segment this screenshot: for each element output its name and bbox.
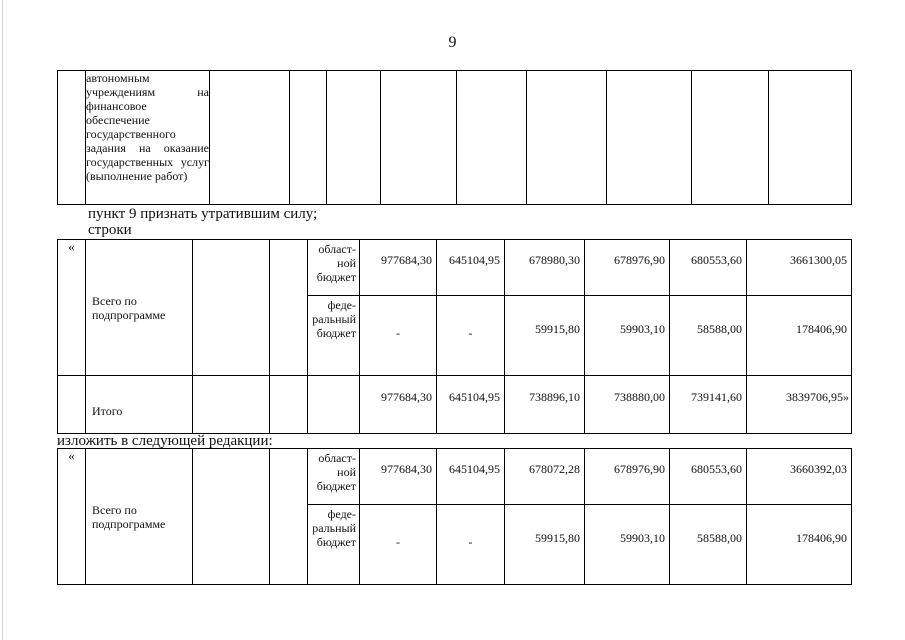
- total-label: Итого: [86, 376, 193, 434]
- budget-source: феде-ральный бюджет: [308, 296, 360, 376]
- value-cell: 178406,90: [747, 296, 852, 376]
- row-label: Всего по подпрограмме: [86, 240, 193, 376]
- value-cell: 645104,95: [437, 449, 505, 505]
- value-cell: 645104,95: [437, 240, 505, 296]
- total-value-cell: 738896,10: [505, 376, 585, 434]
- budget-table-new: [57, 448, 852, 585]
- instruction-line: строки: [88, 222, 132, 238]
- value-cell: 678976,90: [585, 240, 670, 296]
- total-value-cell: 739141,60: [670, 376, 747, 434]
- value-cell: -: [360, 505, 437, 585]
- budget-table-continuation: [57, 70, 852, 205]
- table-cell: [193, 240, 270, 376]
- table-cell: [193, 376, 270, 434]
- table-cell: [270, 449, 308, 585]
- open-quote: «: [58, 449, 86, 585]
- value-cell: 680553,60: [670, 449, 747, 505]
- table-cell: [327, 71, 381, 205]
- total-value-cell: 645104,95: [437, 376, 505, 434]
- table-cell: [527, 71, 607, 205]
- value-cell: 59903,10: [585, 296, 670, 376]
- table-cell: [270, 376, 308, 434]
- table-cell: [308, 376, 360, 434]
- table-row: [58, 449, 852, 505]
- table-cell: [692, 71, 769, 205]
- value-cell: 678980,30: [505, 240, 585, 296]
- total-value-cell: 738880,00: [585, 376, 670, 434]
- table-cell: [457, 71, 527, 205]
- table-row: [58, 71, 852, 205]
- value-cell: 58588,00: [670, 296, 747, 376]
- instruction-line: пункт 9 признать утратившим силу;: [88, 206, 318, 222]
- table-cell: [210, 71, 290, 205]
- table-cell: [381, 71, 457, 205]
- table-cell: [58, 376, 86, 434]
- value-cell: 977684,30: [360, 449, 437, 505]
- open-quote: «: [58, 240, 86, 376]
- value-cell: 3660392,03: [747, 449, 852, 505]
- value-cell: 977684,30: [360, 240, 437, 296]
- total-value-cell: 977684,30: [360, 376, 437, 434]
- value-cell: 58588,00: [670, 505, 747, 585]
- budget-source: област-ной бюджет: [308, 240, 360, 296]
- table-cell: [607, 71, 692, 205]
- budget-table-old: [57, 239, 852, 434]
- value-cell: 678072,28: [505, 449, 585, 505]
- value-cell: 678976,90: [585, 449, 670, 505]
- table-row: [58, 376, 852, 434]
- table-cell: [270, 240, 308, 376]
- page-number: 9: [448, 34, 457, 51]
- value-cell: -: [437, 296, 505, 376]
- row-label: Всего по подпрограмме: [86, 449, 193, 585]
- table-cell: [769, 71, 852, 205]
- value-cell: 3661300,05: [747, 240, 852, 296]
- table-cell: [58, 71, 86, 205]
- value-cell: 680553,60: [670, 240, 747, 296]
- table-cell: [290, 71, 327, 205]
- budget-source: феде-ральный бюджет: [308, 505, 360, 585]
- table-row: [58, 240, 852, 296]
- value-cell: -: [437, 505, 505, 585]
- page-margin-line: [2, 0, 3, 640]
- value-cell: 178406,90: [747, 505, 852, 585]
- instruction-line: изложить в следующей редакции:: [57, 433, 273, 449]
- value-cell: 59915,80: [505, 296, 585, 376]
- budget-source: област-ной бюджет: [308, 449, 360, 505]
- value-cell: -: [360, 296, 437, 376]
- value-cell: 59915,80: [505, 505, 585, 585]
- total-value-cell: 3839706,95»: [747, 376, 852, 434]
- table-cell: [193, 449, 270, 585]
- value-cell: 59903,10: [585, 505, 670, 585]
- subsidy-description: автономным учреждениям на финансовое обеспечение государственного задания на оказание государственных услуг (выполнение работ): [86, 71, 210, 205]
